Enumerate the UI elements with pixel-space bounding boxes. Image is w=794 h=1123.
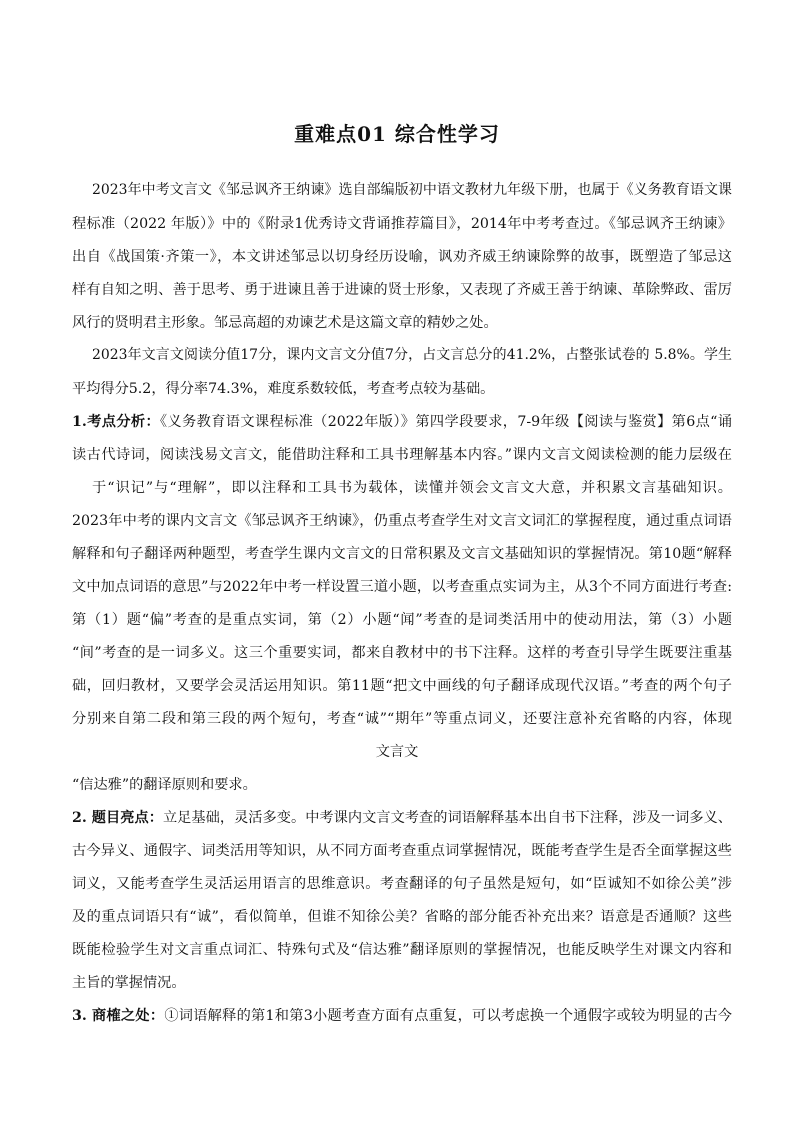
paragraph-line: ①词语解释的第1和第3小题考查方面有点重复，可以考虑换一个通假字或较为明显的古今 xyxy=(164,1008,732,1024)
paragraph-line: 程标准（2022 年版）》中的《附录1优秀诗文背诵推荐篇目》，2014年中考考查过。《邹忌讽齐王纳谏》 xyxy=(72,216,732,232)
paragraph-line: 既能检验学生对文言重点词汇、特殊句式及“信达雅”翻译原则的掌握情况，也能反映学生对课文内容和 xyxy=(72,942,732,958)
paragraph-line: 及的重点词语只有“诚”，看似简单，但谁不知徐公美？省略的部分能否补充出来？语意是否通顺？这些 xyxy=(72,909,732,925)
paragraph-line: 读古代诗词，阅读浅易文言文，能借助注释和工具书理解基本内容。”课内文言文阅读检测的能力层级在 xyxy=(72,447,732,463)
paragraph-line: 平均得分5.2，得分率74.3%，难度系数较低，考查考点较为基础。 xyxy=(72,381,495,397)
section-heading: 2. 题目亮点： xyxy=(72,810,163,826)
paragraph-line: 2023年文言文阅读分值17分，课内文言文分值7分，占文言总分的41.2%，占整张试卷的 5.8%。学生 xyxy=(92,347,732,363)
paragraph-line: 2023年中考文言文《邹忌讽齐王纳谏》选自部编版初中语文教材九年级下册，也属于《义务教育语文课 xyxy=(92,182,732,198)
paragraph-line: 主旨的掌握情况。 xyxy=(72,975,186,991)
paragraph-line: 古今异义、通假字、词类活用等知识，从不同方面考查重点词掌握情况，既能考查学生是否全面掌握这些 xyxy=(72,843,732,859)
paragraph-line: 风行的贤明君主形象。邹忌高超的劝谏艺术是这篇文章的精妙之处。 xyxy=(72,315,498,331)
paragraph-line: “信达雅”的翻译原则和要求。 xyxy=(72,777,257,793)
paragraph-line: 《义务教育语文课程标准（2022年版）》第四学段要求，7-9年级【阅读与鉴赏】第6点“诵 xyxy=(160,414,733,430)
paragraph-line: 样有自知之明、善于思考、勇于进谏且善于进谏的贤士形象，又表现了齐威王善于纳谏、革除弊政、雷厉 xyxy=(72,282,732,298)
section-heading: 1.考点分析： xyxy=(72,414,161,430)
page-title: 重难点01 综合性学习 xyxy=(294,122,500,146)
paragraph-line: 出自《战国策·齐策一》，本文讲述邹忌以切身经历设喻，讽劝齐威王纳谏除弊的故事，既塑造了邹忌这 xyxy=(72,249,732,265)
section-heading: 3. 商榷之处： xyxy=(72,1008,165,1024)
paragraph-line: 于“识记”与“理解”，即以注释和工具书为载体，读懂并领会文言文大意，并积累文言基础知识。 xyxy=(92,480,732,496)
paragraph-line: 立足基础，灵活多变。中考课内文言文考查的词语解释基本出自书下注释，涉及一词多义、 xyxy=(162,810,732,826)
centered-line: 文言文 xyxy=(375,744,419,760)
paragraph-line: 文中加点词语的意思”与2022年中考一样设置三道小题，以考查重点实词为主，从3个不同方面进行考查: xyxy=(72,579,732,595)
paragraph-line: 词义，又能考查学生灵活运用语言的思维意识。考查翻译的句子虽然是短句，如“臣诚知不如徐公美”涉 xyxy=(72,876,732,892)
paragraph-line: 解释和句子翻译两种题型，考查学生课内文言文的日常积累及文言文基础知识的掌握情况。第10题“解释 xyxy=(72,546,732,562)
paragraph-line: 分别来自第二段和第三段的两个短句，考查“诚”“期年”等重点词义，还要注意补充省略的内容，体现 xyxy=(72,711,732,727)
paragraph-line: 2023年中考的课内文言文《邹忌讽齐王纳谏》，仍重点考查学生对文言文词汇的掌握程度，通过重点词语 xyxy=(72,513,732,529)
section-liangdian xyxy=(72,811,732,825)
paragraph-line: “间”考查的是一词多义。这三个重要实词，都来自教材中的书下注释。这样的考查引导学生既要注重基 xyxy=(72,645,732,661)
section-kaodian xyxy=(72,415,732,429)
paragraph-line: 础，回归教材，又要学会灵活运用知识。第11题“把文中画线的句子翻译成现代汉语。”考查的两个句子 xyxy=(72,678,732,694)
paragraph-line: 第（1）题“偏”考查的是重点实词，第（2）小题“闻”考查的是词类活用中的使动用法，第（3）小题 xyxy=(72,612,732,628)
section-shangque xyxy=(72,1009,732,1023)
